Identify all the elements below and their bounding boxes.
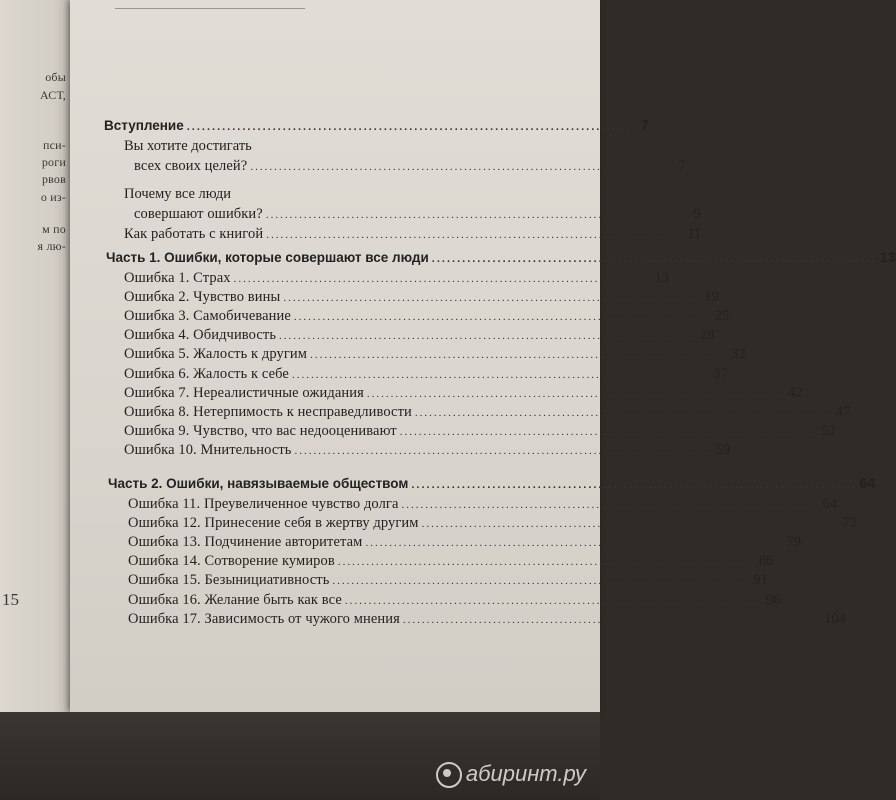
toc-item[interactable]: Ошибка 1. Страх ........................................................................................ 13 bbox=[124, 270, 670, 286]
toc-item[interactable]: всех своих целей? ........................................................................................ 7 bbox=[134, 158, 686, 174]
toc-item[interactable]: Как работать с книгой ........................................................................................ 11 bbox=[124, 226, 702, 242]
dot-leader: ........................................................................................ bbox=[283, 292, 702, 305]
dot-leader: ........................................................................................ bbox=[421, 518, 840, 531]
dot-leader: ........................................................................................ bbox=[401, 499, 820, 511]
toc-intro-heading[interactable]: Вступление ........................................................................................ 7 bbox=[104, 118, 649, 134]
dot-leader: ........................................................................................ bbox=[365, 537, 784, 550]
left-page-text: роги bbox=[41, 155, 66, 169]
labyrinth-logo-icon bbox=[436, 762, 462, 788]
left-page-number: 15 bbox=[2, 590, 19, 609]
toc-part2-heading[interactable]: Часть 2. Ошибки, навязываемые обществом ........................................................................................ 64 bbox=[108, 476, 876, 492]
left-page-text: обы bbox=[45, 70, 66, 84]
left-page-text: о из- bbox=[40, 190, 66, 204]
toc-item[interactable]: Ошибка 17. Зависимость от чужого мнения ........................................................................................ 104 bbox=[128, 610, 846, 627]
dot-leader: ........................................................................................ bbox=[366, 387, 785, 400]
dot-leader: ........................................................................................ bbox=[337, 556, 756, 569]
left-page-text: я лю- bbox=[37, 239, 66, 253]
dot-leader: ........................................................................................ bbox=[293, 311, 712, 324]
dot-leader: ........................................................................................ bbox=[266, 229, 685, 241]
dot-leader: ........................................................................................ bbox=[233, 273, 652, 285]
left-page-text: пси- bbox=[43, 138, 66, 152]
previous-page bbox=[0, 0, 76, 720]
dot-leader: ........................................................................................ bbox=[411, 479, 857, 491]
dot-leader: ........................................................................................ bbox=[332, 575, 751, 588]
watermark bbox=[436, 761, 586, 788]
dot-leader: ........................................................................................ bbox=[310, 349, 729, 362]
dot-leader: ........................................................................................ bbox=[279, 330, 698, 343]
dot-leader: ........................................................................................ bbox=[431, 253, 877, 265]
dot-leader: ........................................................................................ bbox=[344, 594, 763, 607]
dot-leader: ........................................................................................ bbox=[291, 368, 710, 381]
dot-leader: ........................................................................................ bbox=[399, 425, 818, 438]
toc-item-line[interactable]: Вы хотите достигать bbox=[124, 138, 252, 154]
watermark-text: абиринт.ру bbox=[465, 760, 586, 786]
left-page-text: АСТ, bbox=[39, 88, 66, 102]
toc-item-line[interactable]: Почему все люди bbox=[124, 186, 232, 202]
toc-item[interactable]: Ошибка 5. Жалость к другим ........................................................................................ 32 bbox=[124, 346, 746, 363]
toc-item[interactable]: Ошибка 8. Нетерпимость к несправедливости ........................................................................................ 47 bbox=[124, 403, 851, 420]
toc-item[interactable]: Ошибка 2. Чувство вины ........................................................................................ 19 bbox=[124, 289, 719, 306]
toc-item[interactable]: совершают ошибки? ........................................................................................ 9 bbox=[134, 206, 701, 222]
toc-item[interactable]: Ошибка 9. Чувство, что вас недооценивают ........................................................................................ 53 bbox=[124, 422, 836, 439]
toc-item[interactable]: Ошибка 7. Нереалистичные ожидания ........................................................................................ 42 bbox=[124, 384, 803, 401]
toc-item[interactable]: Ошибка 10. Мнительность ........................................................................................ 59 bbox=[124, 441, 730, 458]
toc-item[interactable]: Ошибка 16. Желание быть как все ........................................................................................ 96 bbox=[128, 591, 781, 608]
dot-leader: ........................................................................................ bbox=[186, 121, 632, 133]
left-page-text: м по bbox=[42, 222, 66, 236]
toc-item[interactable]: Ошибка 15. Безынициативность ........................................................................................ 91 bbox=[128, 572, 768, 589]
toc-item[interactable]: Ошибка 3. Самобичевание ........................................................................................ 25 bbox=[124, 308, 730, 325]
dot-leader: ........................................................................................ bbox=[265, 209, 684, 221]
dot-leader: ........................................................................................ bbox=[402, 613, 821, 626]
toc-item[interactable]: Ошибка 6. Жалость к себе ........................................................................................ 37 bbox=[124, 365, 728, 382]
background-surface bbox=[0, 712, 600, 800]
toc-item[interactable]: Ошибка 4. Обидчивость ........................................................................................ 28 bbox=[124, 327, 715, 344]
dot-leader: ........................................................................................ bbox=[294, 444, 713, 457]
toc-part1-heading[interactable]: Часть 1. Ошибки, которые совершают все люди ........................................................................................ 13 bbox=[106, 250, 896, 266]
dot-leader: ........................................................................................ bbox=[414, 406, 833, 419]
dot-leader: ........................................................................................ bbox=[250, 161, 669, 173]
toc-item[interactable]: Ошибка 14. Сотворение кумиров ........................................................................................ 86 bbox=[128, 553, 774, 570]
toc-item[interactable]: Ошибка 13. Подчинение авторитетам ........................................................................................ 79 bbox=[128, 534, 801, 551]
left-page-text: рвов bbox=[41, 172, 66, 186]
contents-page bbox=[70, 0, 896, 712]
header-rule bbox=[115, 8, 305, 9]
toc-item[interactable]: Ошибка 12. Принесение себя в жертву другим ........................................................................................ 72 bbox=[128, 515, 858, 532]
toc-item[interactable]: Ошибка 11. Преувеличенное чувство долга ........................................................................................ 64 bbox=[128, 496, 837, 512]
